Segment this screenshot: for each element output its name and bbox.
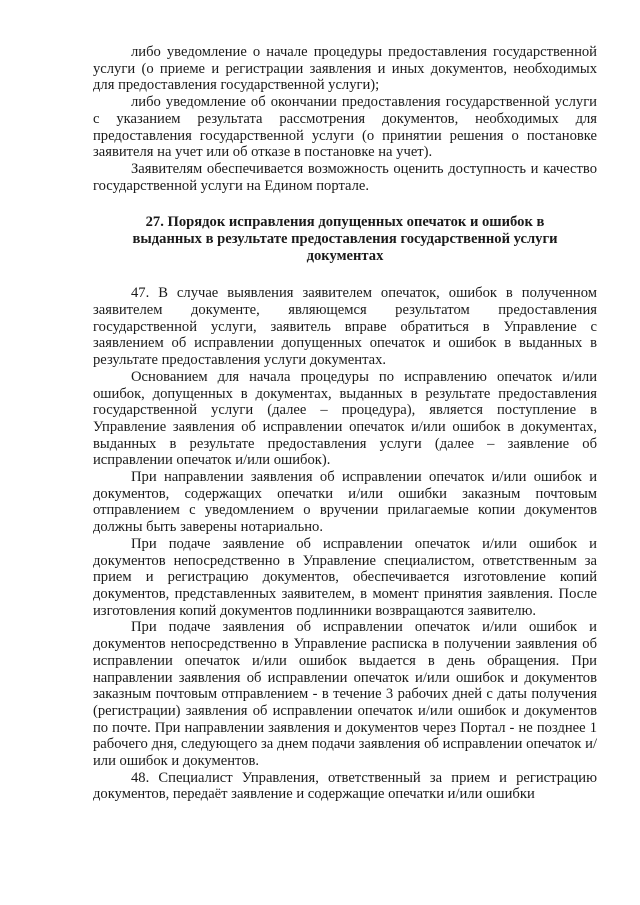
document-page [93, 44, 597, 803]
paragraph-mail-submission: При направлении заявления об исправлении опечаток и/или ошибок и документов, содержащих опечатки и/или ошибки заказным почтовым отправлением с уведомлением о вручении прилагаемые копии документов должны быть заверены нотариально. [93, 469, 597, 536]
paragraph-notice-start: либо уведомление о начале процедуры предоставления государственной услуги (о приеме и регистрации заявления и иных документов, необходимых для предоставления государственной услуги); [93, 44, 597, 94]
paragraph-notice-end: либо уведомление об окончании предоставления государственной услуги с указанием результата рассмотрения документов, необходимых для предоставления государственной услуги (о принятии решения о постановке заявителя на учет или об отказе в постановке на учет). [93, 94, 597, 161]
section-heading: 27. Порядок исправления допущенных опечаток и ошибок в выданных в результате предоставления государственной услуги документах [132, 214, 558, 265]
paragraph-direct-submission: При подаче заявление об исправлении опечаток и/или ошибок и документов непосредственно в Управление специалистом, ответственным за прием и регистрацию документов, обеспечивается изготовление копий документов, представленных заявителем, в момент принятия заявления. После изготовления копий документов подлинники возвращаются заявителю. [93, 535, 597, 619]
paragraph-48: 48. Специалист Управления, ответственный за прием и регистрацию документов, передаёт заявление и содержащие опечатки и/или ошибки [93, 769, 597, 803]
paragraph-evaluation: Заявителям обеспечивается возможность оценить доступность и качество государственной услуги на Едином портале. [93, 160, 597, 194]
paragraph-47: 47. В случае выявления заявителем опечаток, ошибок в полученном заявителем документе, являющемся результатом предоставления государственной услуги, заявитель вправе обратиться в Управление с заявлением об исправлении допущенных опечаток и ошибок в выданных в результате предоставления услуги документах. [93, 285, 597, 369]
paragraph-receipt: При подаче заявления об исправлении опечаток и/или ошибок и документов непосредственно в Управление расписка в получении заявления об исправлении опечаток и/или ошибок выдается в день обращения. При направлении заявления об исправлении опечаток и/или ошибок и документов заказным почтовым отправлением - в течение 3 рабочих дней с даты получения (регистрации) заявления об исправлении опечаток и/или ошибок и документов по почте. При направлении заявления и документов через Портал - не позднее 1 рабочего дня, следующего за днем подачи заявления об исправлении опечаток и/или ошибок и документов. [93, 619, 597, 770]
paragraph-procedure-basis: Основанием для начала процедуры по исправлению опечаток и/или ошибок, допущенных в документах, выданных в результате предоставления государственной услуги (далее – процедура), является поступление в Управление заявления об исправлении опечаток и/или ошибок в документах, выданных в результате предоставления услуги (далее – заявление об исправлении опечаток и/или ошибок). [93, 368, 597, 469]
